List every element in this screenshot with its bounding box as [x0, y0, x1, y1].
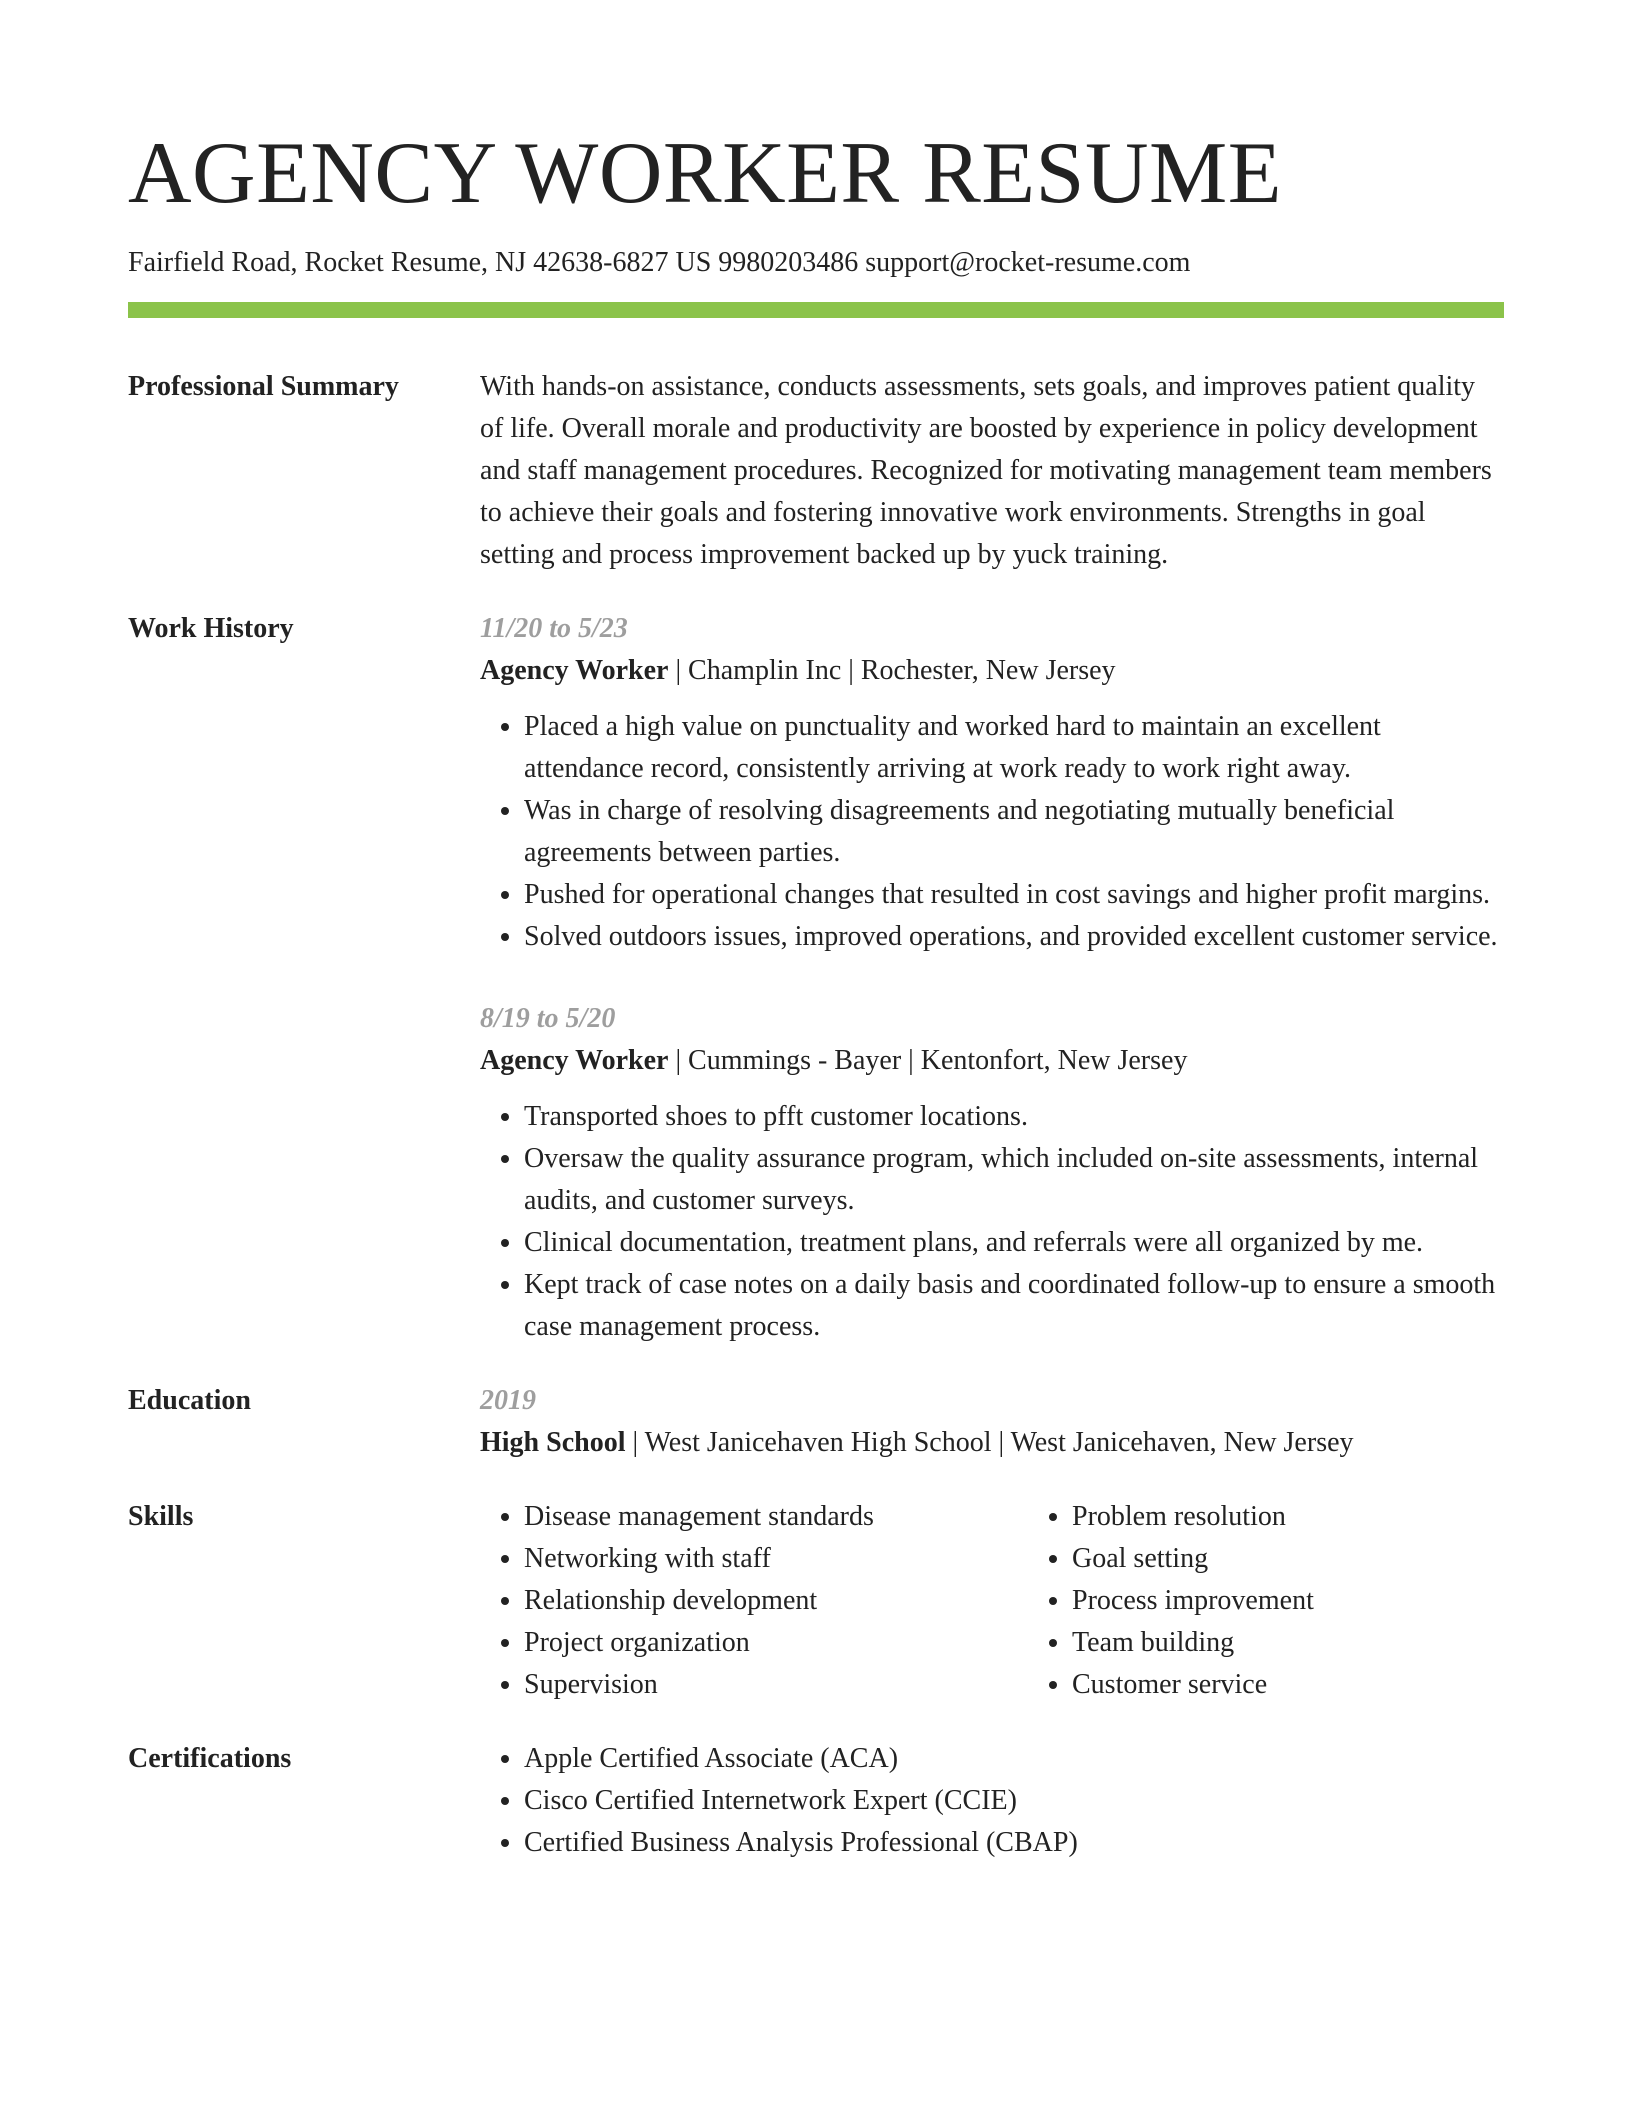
list-item: • Apple Certified Associate (ACA) — [524, 1738, 1504, 1780]
resume-page — [128, 0, 1504, 1864]
work-history-label: Work History — [128, 612, 294, 644]
skills-left-list — [480, 1496, 1028, 1706]
skills-section — [128, 1496, 1504, 1706]
job-bullets — [480, 706, 1504, 958]
summary-text: With hands-on assistance, conducts assessments, sets goals, and improves patient quality of life. Overall morale and productivity are boosted by experience in policy development and staff management procedures. Recognized for motivating management team members to achieve their goals and fostering innovative work environments. Strengths in goal setting and process improvement backed up by yuck training. — [480, 370, 1492, 570]
job-role-line — [480, 650, 1504, 692]
list-item: • Cisco Certified Internetwork Expert (CCIE) — [524, 1780, 1504, 1822]
list-item: • Relationship development — [524, 1580, 1028, 1622]
skills-label: Skills — [128, 1500, 194, 1532]
list-item: • Clinical documentation, treatment plans, and referrals were all organized by me. — [524, 1222, 1504, 1264]
job-entry — [480, 998, 1504, 1348]
accent-divider — [128, 302, 1504, 318]
education-details: | West Janicehaven High School | West Janicehaven, New Jersey — [625, 1426, 1354, 1458]
job-details: | Cummings - Bayer | Kentonfort, New Jersey — [668, 1044, 1188, 1076]
contact-line: Fairfield Road, Rocket Resume, NJ 42638-6827 US 9980203486 support@rocket-resume.com — [128, 247, 1191, 278]
certifications-label: Certifications — [128, 1742, 292, 1774]
list-item: • Project organization — [524, 1622, 1028, 1664]
education-degree: High School — [480, 1426, 626, 1458]
job-dates: 8/19 to 5/20 — [480, 1002, 616, 1034]
list-item: • Process improvement — [1072, 1580, 1576, 1622]
list-item: • Kept track of case notes on a daily basis and coordinated follow-up to ensure a smooth case management process. — [524, 1264, 1504, 1348]
education-label: Education — [128, 1384, 251, 1416]
education-section — [128, 1380, 1504, 1464]
education-line — [480, 1422, 1504, 1464]
summary-label: Professional Summary — [128, 370, 399, 402]
job-entry — [480, 608, 1504, 958]
list-item: • Certified Business Analysis Professional (CBAP) — [524, 1822, 1504, 1864]
job-bullets — [480, 1096, 1504, 1348]
list-item: • Problem resolution — [1072, 1496, 1576, 1538]
job-title: Agency Worker — [480, 654, 669, 686]
skills-right-list — [1028, 1496, 1576, 1706]
list-item: • Placed a high value on punctuality and worked hard to maintain an excellent attendance record, consistently arriving at work ready to work right away. — [524, 706, 1504, 790]
job-details: | Champlin Inc | Rochester, New Jersey — [668, 654, 1116, 686]
job-title: Agency Worker — [480, 1044, 669, 1076]
list-item: • Oversaw the quality assurance program, which included on-site assessments, internal audits, and customer surveys. — [524, 1138, 1504, 1222]
work-history-section — [128, 608, 1504, 1348]
certifications-section — [128, 1738, 1504, 1864]
resume-title: AGENCY WORKER RESUME — [128, 125, 1283, 222]
list-item: • Team building — [1072, 1622, 1576, 1664]
list-item: • Disease management standards — [524, 1496, 1028, 1538]
list-item: • Was in charge of resolving disagreements and negotiating mutually beneficial agreements between parties. — [524, 790, 1504, 874]
list-item: • Supervision — [524, 1664, 1028, 1706]
education-year: 2019 — [480, 1384, 536, 1416]
job-dates: 11/20 to 5/23 — [480, 612, 628, 644]
certifications-list — [480, 1738, 1504, 1864]
list-item: • Goal setting — [1072, 1538, 1576, 1580]
list-item: • Networking with staff — [524, 1538, 1028, 1580]
list-item: • Solved outdoors issues, improved operations, and provided excellent customer service. — [524, 916, 1504, 958]
job-role-line — [480, 1040, 1504, 1082]
summary-section — [128, 366, 1504, 576]
list-item: • Customer service — [1072, 1664, 1576, 1706]
list-item: • Pushed for operational changes that resulted in cost savings and higher profit margins. — [524, 874, 1504, 916]
list-item: • Transported shoes to pfft customer locations. — [524, 1096, 1504, 1138]
